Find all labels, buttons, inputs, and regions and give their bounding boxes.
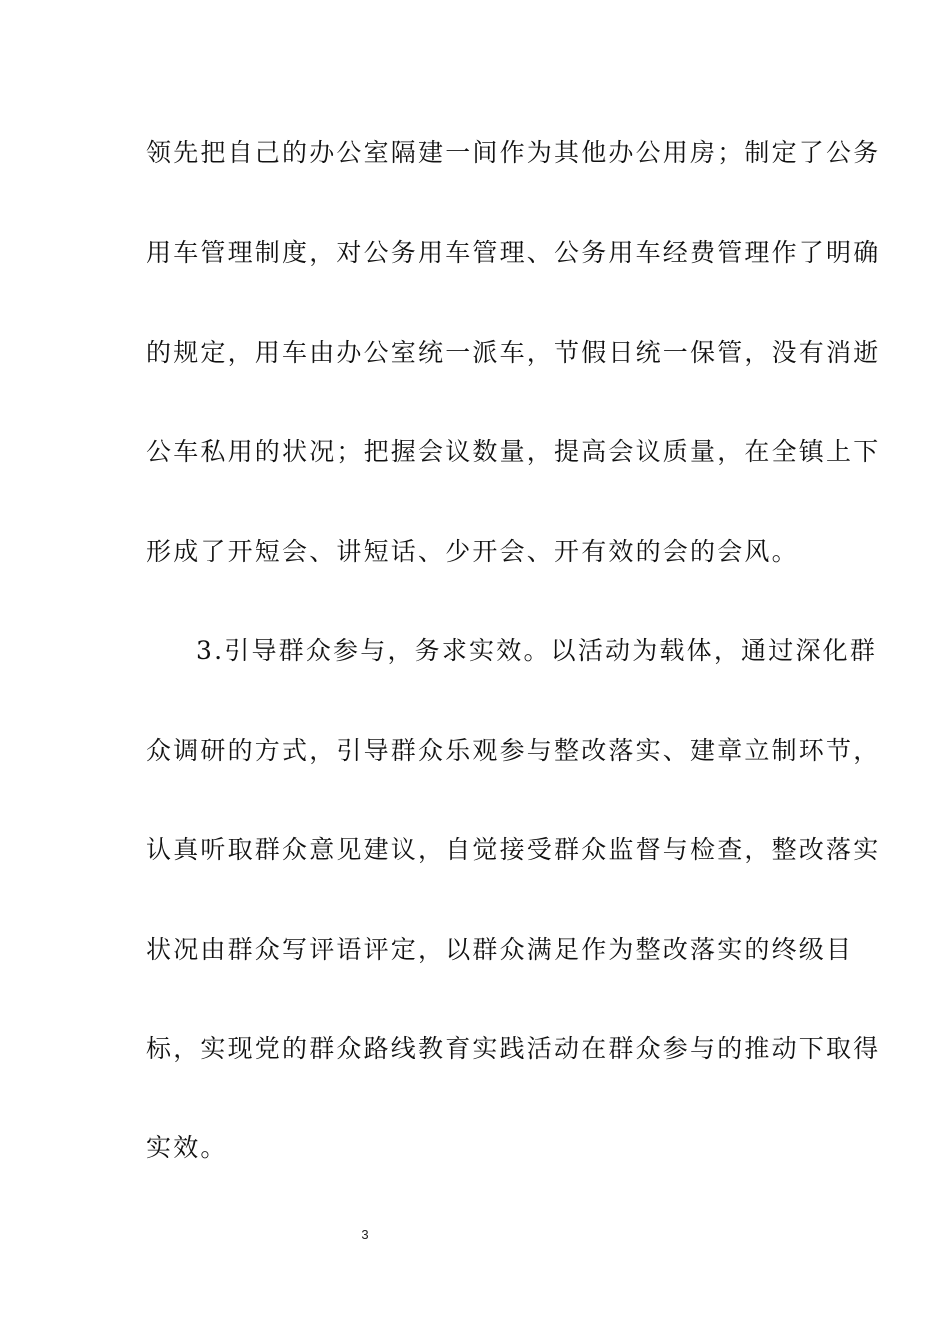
text-line: 的规定，用车由办公室统一派车，节假日统一保管，没有消逝 bbox=[146, 338, 881, 367]
text-line: 标，实现党的群众路线教育实践活动在群众参与的推动下取得 bbox=[146, 1034, 881, 1063]
text-line: 用车管理制度，对公务用车管理、公务用车经费管理作了明确 bbox=[146, 238, 881, 267]
text-line: 状况由群众写评语评定，以群众满足作为整改落实的终级目 bbox=[146, 935, 854, 964]
text-line: 形成了开短会、讲短话、少开会、开有效的会的会风。 bbox=[146, 537, 799, 566]
text-line: 认真听取群众意见建议，自觉接受群众监督与检查，整改落实 bbox=[146, 835, 881, 864]
text-line: 领先把自己的办公室隔建一间作为其他办公用房；制定了公务 bbox=[146, 138, 881, 167]
text-line: 公车私用的状况；把握会议数量，提高会议质量，在全镇上下 bbox=[146, 437, 881, 466]
text-line: 3.引导群众参与，务求实效。以活动为载体，通过深化群 bbox=[196, 636, 878, 665]
text-line: 众调研的方式，引导群众乐观参与整改落实、建章立制环节， bbox=[146, 736, 881, 765]
text-line: 实效。 bbox=[146, 1133, 228, 1162]
page-number: 3 bbox=[361, 1227, 369, 1242]
